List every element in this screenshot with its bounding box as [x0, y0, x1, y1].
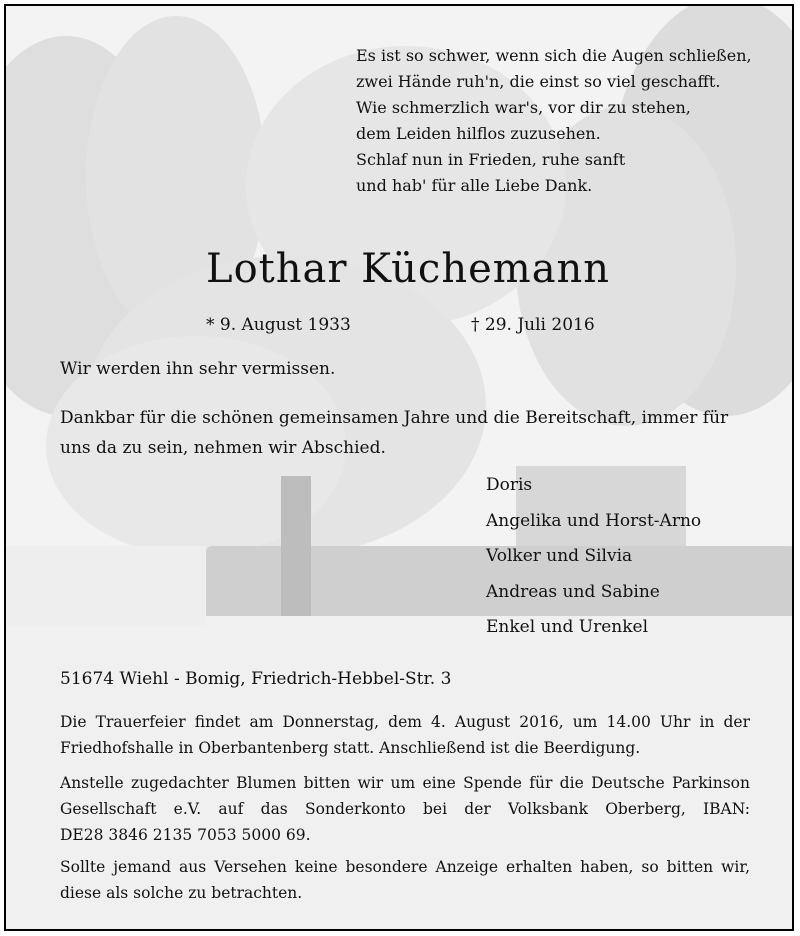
- donation-line: Gesellschaft e.V. auf das Sonderkonto bei der Volksbank Oberberg, IBAN:: [60, 800, 750, 818]
- memorial-poem: [356, 43, 752, 199]
- ceremony-line: Die Trauerfeier findet am Donnerstag, dem 4. August 2016, um 14.00 Uhr in der: [60, 713, 750, 731]
- thanks-line: uns da zu sein, nehmen wir Abschied.: [60, 438, 386, 458]
- family-member: Angelika und Horst-Arno: [486, 510, 702, 531]
- family-address: 51674 Wiehl - Bomig, Friedrich-Hebbel-Str. 3: [60, 669, 452, 689]
- deceased-name: Lothar Küchemann: [206, 246, 611, 292]
- poem-line: und hab' für alle Liebe Dank.: [356, 176, 593, 195]
- poem-line: Schlaf nun in Frieden, ruhe sanft: [356, 150, 626, 169]
- donation-notice: [60, 770, 750, 848]
- thanks-line: Dankbar für die schönen gemeinsamen Jahre und die Bereitschaft, immer für: [60, 408, 729, 428]
- death-date: † 29. Juli 2016: [471, 315, 595, 335]
- donation-line: DE28 3846 2135 7053 5000 69.: [60, 826, 311, 844]
- miss-statement: Wir werden ihn sehr vermissen.: [60, 359, 336, 379]
- birth-date: * 9. August 1933: [206, 315, 351, 335]
- notice-line: Sollte jemand aus Versehen keine besondere Anzeige erhalten haben, so bitten wir,: [60, 858, 750, 876]
- ceremony-line: Friedhofshalle in Oberbantenberg statt. Anschließend ist die Beerdigung.: [60, 739, 641, 757]
- thanks-statement: [60, 403, 728, 463]
- family-list: [486, 468, 701, 646]
- tree-trunk: [281, 476, 311, 616]
- family-member: Volker und Silvia: [486, 546, 633, 566]
- family-member: Doris: [486, 475, 533, 495]
- notice-line: diese als solche zu betrachten.: [60, 884, 303, 902]
- poem-line: dem Leiden hilflos zuzusehen.: [356, 124, 601, 143]
- lawn-left: [6, 546, 206, 626]
- poem-line: Es ist so schwer, wenn sich die Augen schließen,: [356, 46, 752, 65]
- family-member: Andreas und Sabine: [486, 581, 660, 602]
- poem-line: Wie schmerzlich war's, vor dir zu stehen,: [356, 98, 691, 117]
- obituary-card: [4, 4, 794, 931]
- donation-line: Anstelle zugedachter Blumen bitten wir um eine Spende für die Deutsche Parkinson: [60, 774, 750, 792]
- ceremony-notice: [60, 709, 750, 761]
- announcement-notice: [60, 854, 750, 906]
- poem-line: zwei Hände ruh'n, die einst so viel geschafft.: [356, 72, 721, 91]
- family-member: Enkel und Urenkel: [486, 617, 649, 637]
